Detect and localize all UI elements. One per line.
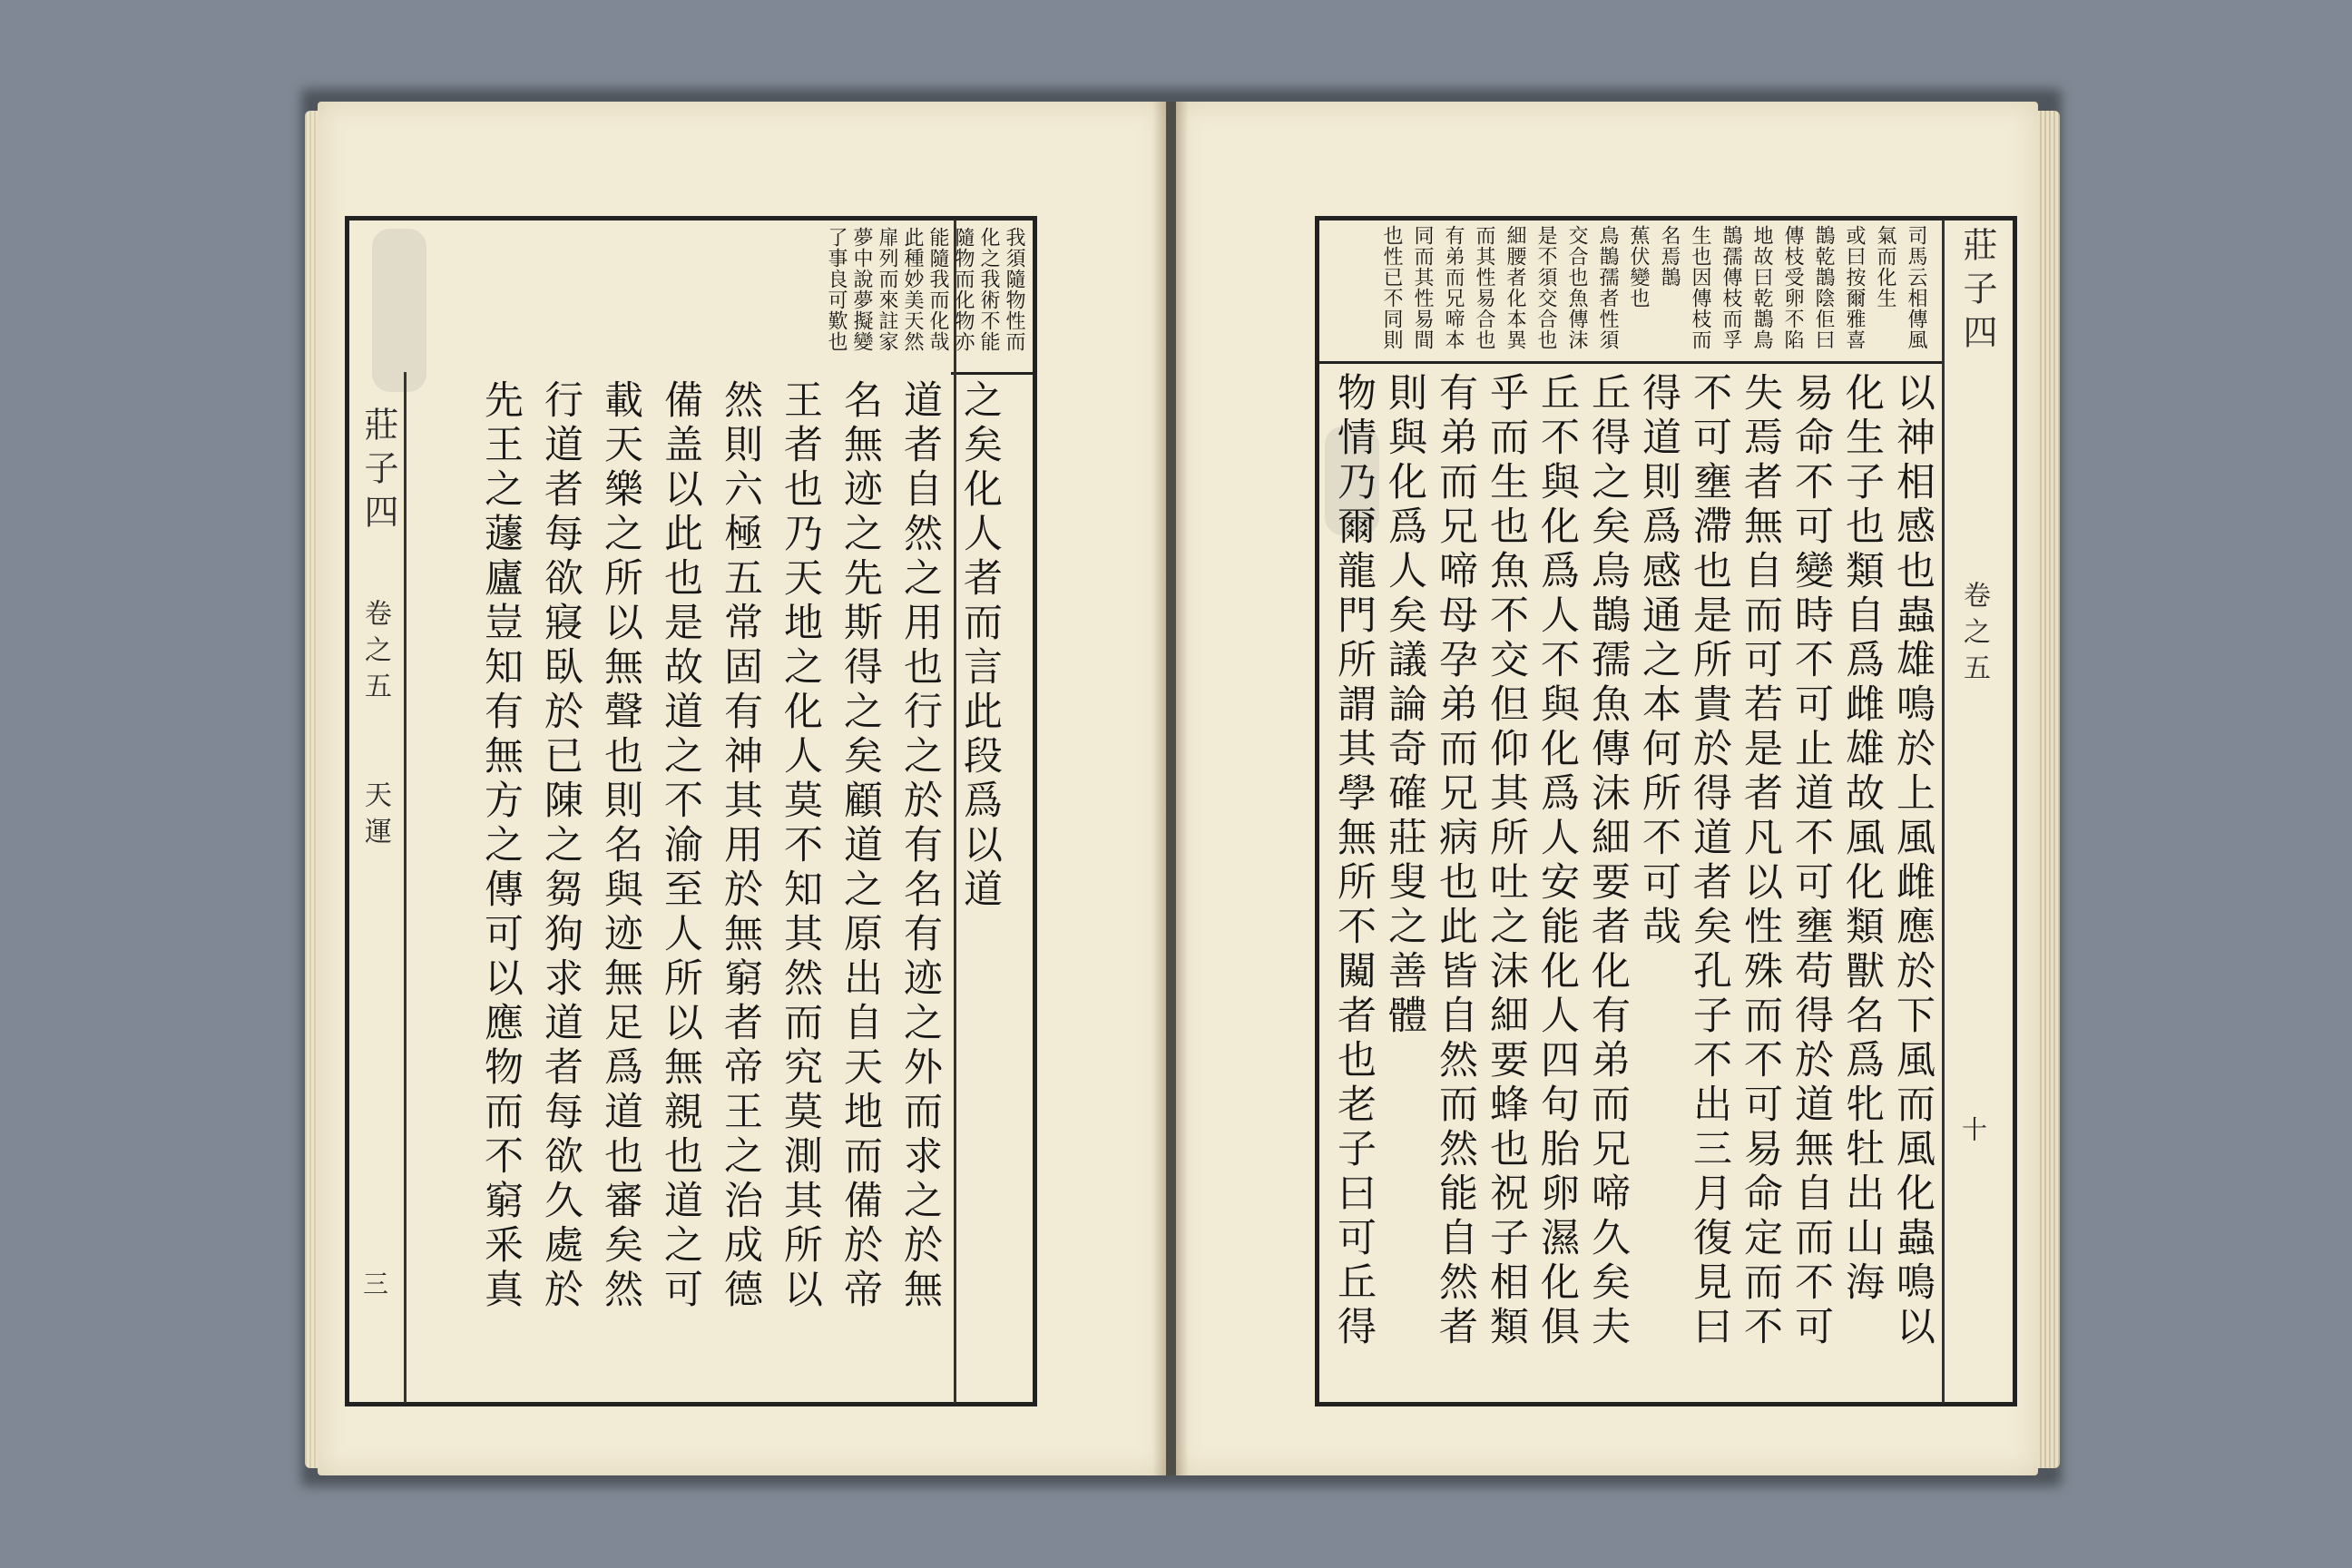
left-note-line: 我須隨物性而 <box>1003 227 1025 352</box>
right-margin-title: 莊子四 <box>1957 227 1997 358</box>
right-note-line: 而其性易合也 <box>1473 225 1495 350</box>
right-note-line: 或曰按爾雅喜 <box>1843 225 1866 350</box>
right-text-column: 以神相感也蟲雄鳴於上風雌應於下風而風化蟲鳴以 <box>1890 372 1936 1350</box>
left-note-line: 隨物而化物亦 <box>952 227 975 352</box>
margin-rule <box>1942 220 1945 1403</box>
left-text-column: 之矣化人者而言此段爲以道 <box>957 379 1003 913</box>
left-text-column: 先王之蘧廬豈知有無方之傳可以應物而不窮釆真 <box>478 379 524 1313</box>
right-text-column: 不可壅滯也是所貴於得道者矣孔子不出三月復見曰 <box>1687 372 1732 1350</box>
right-text-column: 物情乃爾龍門所謂其學無所不闚者也老子曰可丘得 <box>1331 372 1377 1350</box>
right-note-line: 也性已不同則 <box>1380 225 1403 350</box>
right-text-column: 乎而生也魚不交但仰其所吐之沫細要蜂也祝子相類 <box>1484 372 1529 1350</box>
right-text-column: 失焉者無自而可若是者凡以性殊而不可易命定而不 <box>1738 372 1783 1350</box>
right-text-column: 化生子也類自爲雌雄故風化類獸名爲牝牡出山海 <box>1839 372 1885 1306</box>
right-note-line: 地故曰乾鵲鳥 <box>1750 225 1773 350</box>
left-text-column: 名無迹之先斯得之矣顧道之原出自天地而備於帝 <box>838 379 883 1313</box>
left-note-line: 能隨我而化哉 <box>926 227 949 352</box>
left-note-line: 化之我術不能 <box>977 227 1000 352</box>
left-margin-section: 天運 <box>359 780 391 853</box>
right-margin-folio: 十 <box>1958 1116 1988 1151</box>
note-divider <box>1318 361 1944 364</box>
right-note-line: 鵲乾鵲陰佢曰 <box>1812 225 1835 350</box>
right-note-line: 司馬云相傳風 <box>1905 225 1927 350</box>
right-note-line: 同而其性易間 <box>1411 225 1434 350</box>
left-note-line: 了事良可歎也 <box>825 227 848 352</box>
left-text-column: 然則六極五常固有神其用於無窮者帝王之治成德 <box>718 379 763 1313</box>
margin-rule <box>954 220 956 1403</box>
right-note-line: 氣而化生 <box>1874 225 1896 309</box>
right-note-line: 細腰者化本異 <box>1504 225 1526 350</box>
right-text-column: 則與化爲人矣議論奇確莊叟之善體 <box>1382 372 1427 1039</box>
right-note-line: 交合也魚傳沫 <box>1565 225 1588 350</box>
left-text-column: 載天樂之所以無聲也則名與迹無足爲道也審矣然 <box>598 379 643 1313</box>
header-rule <box>404 372 407 1403</box>
right-note-line: 鵲孺傳枝而孚 <box>1720 225 1742 350</box>
left-note-line: 夢中說夢擬變 <box>850 227 873 352</box>
right-note-line: 傳枝受卵不陷 <box>1781 225 1804 350</box>
left-note-line: 扉列而來註家 <box>876 227 898 352</box>
left-text-column: 王者也乃天地之化人莫不知其然而究莫測其所以 <box>778 379 823 1313</box>
right-note-line: 生也因傳枝而 <box>1689 225 1711 350</box>
right-text-column: 得道則爲感通之本何所不可哉 <box>1636 372 1681 950</box>
right-text-column: 丘不與化爲人不與化爲人安能化人四句胎卵濕化俱 <box>1534 372 1580 1350</box>
note-divider <box>951 372 1037 375</box>
left-text-column: 備盖以此也是故道之不渝至人所以無親也道之可 <box>658 379 703 1313</box>
right-note-line: 是不須交合也 <box>1534 225 1557 350</box>
right-note-line: 名焉鵲 <box>1658 225 1681 288</box>
right-text-column: 易命不可變時不可止道不可壅苟得於道無自而不可 <box>1788 372 1834 1350</box>
right-text-column: 丘得之矣烏鵲孺魚傳沫細要者化有弟而兄啼久矣夫 <box>1585 372 1631 1350</box>
right-text-column: 有弟而兄啼母孕弟而兄病也此皆自然而然能自然者 <box>1433 372 1478 1350</box>
right-note-line: 蕉伏變也 <box>1627 225 1650 309</box>
right-margin-chapter: 卷之五 <box>1958 581 1990 690</box>
left-text-column: 行道者每欲寢臥於已陳之芻狗求道者每欲久處於 <box>538 379 583 1313</box>
right-note-line: 鳥鵲孺者性須 <box>1596 225 1619 350</box>
left-note-line: 此種妙美天然 <box>901 227 924 352</box>
left-text-column: 道者自然之用也行之於有名有迹之外而求之於無 <box>897 379 943 1313</box>
left-margin-folio: 三 <box>359 1270 389 1305</box>
right-note-line: 有弟而兄啼本 <box>1442 225 1465 350</box>
left-margin-chapter: 卷之五 <box>359 599 391 708</box>
book-gutter <box>1152 102 1189 1475</box>
left-margin-title: 莊子四 <box>358 407 398 537</box>
